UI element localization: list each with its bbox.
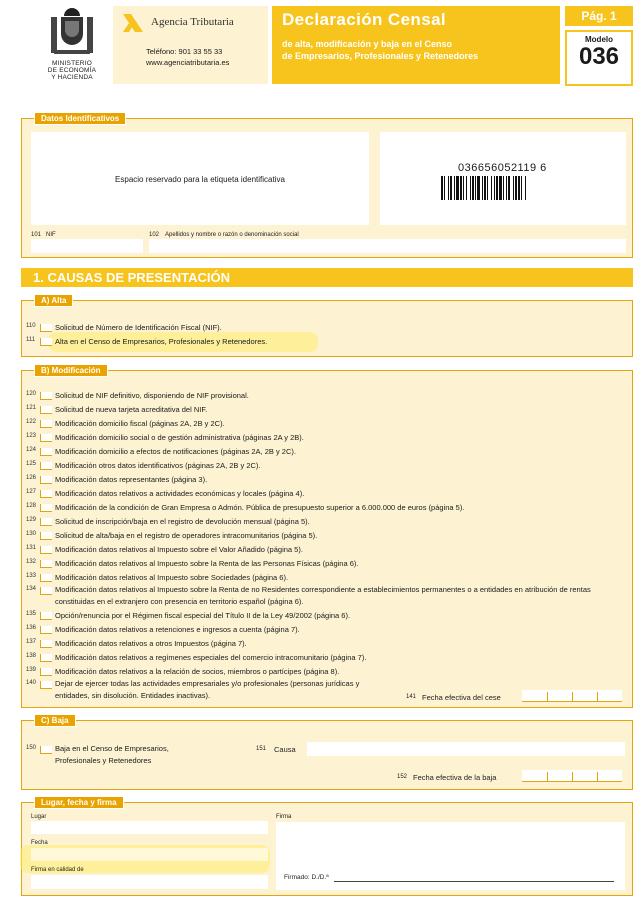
item-label: Modificación datos relativos a la relación de socios, miembros o partícipes (página 8). xyxy=(55,667,340,676)
item-number: 130 xyxy=(26,531,37,537)
nif-label: NIF xyxy=(46,232,56,238)
item-label: Modificación de la condición de Gran Empresa o Admón. Pública de presupuesto superior a 6.000.000 de euros (página 5). xyxy=(55,503,465,512)
page-number: Pág. 1 xyxy=(565,6,633,26)
form-header xyxy=(0,6,639,90)
firma-label: Firma xyxy=(276,814,292,820)
item-number: 138 xyxy=(26,653,37,659)
checkbox-110[interactable] xyxy=(40,324,52,332)
cese-date-field[interactable] xyxy=(522,690,622,702)
name-label: Apellidos y nombre o razón o denominación social xyxy=(165,232,299,238)
item-label: Solicitud de NIF definitivo, disponiendo de NIF provisional. xyxy=(55,391,249,400)
section-title-causas: 1. CAUSAS DE PRESENTACIÓN xyxy=(21,268,633,287)
firma-tag: Lugar, fecha y firma xyxy=(34,796,124,809)
item-number: 131 xyxy=(26,545,37,551)
barcode-area xyxy=(380,132,626,225)
fecha-baja-label: Fecha efectiva de la baja xyxy=(413,773,497,782)
coat-of-arms-icon xyxy=(44,8,100,60)
model-box xyxy=(565,30,633,86)
checkbox-129[interactable] xyxy=(40,518,52,526)
checkbox-134[interactable] xyxy=(40,587,52,595)
barcode-number: 036656052119 6 xyxy=(458,162,547,174)
ministry-line-2: DE ECONOMÍA xyxy=(47,67,97,74)
signature-line xyxy=(334,881,614,882)
fecha-label: Fecha xyxy=(31,840,48,846)
item-label: Solicitud de Número de Identificación Fiscal (NIF). xyxy=(55,323,222,332)
item-number: 125 xyxy=(26,461,37,467)
item-label: Modificación datos relativos a regímenes especiales del comercio intracomunitario (página 7). xyxy=(55,653,367,662)
item-label: Dejar de ejercer todas las actividades empresariales y/o profesionales (personas jurídicas y entidades, sin disolución. Entidades inactivas). xyxy=(55,679,360,700)
item-number: 127 xyxy=(26,489,37,495)
calidad-label: Firma en calidad de xyxy=(31,867,84,873)
item-number: 129 xyxy=(26,517,37,523)
item-label: Modificación datos relativos al Impuesto sobre Sociedades (página 6). xyxy=(55,573,289,582)
alta-tag: A) Alta xyxy=(34,294,73,307)
item-label: Solicitud de alta/baja en el registro de operadores intracomunitarios (página 5). xyxy=(55,531,318,540)
checkbox-127[interactable] xyxy=(40,490,52,498)
checkbox-137[interactable] xyxy=(40,640,52,648)
calidad-field[interactable] xyxy=(31,875,268,889)
item-label: Modificación domicilio fiscal (páginas 2A, 2B y 2C). xyxy=(55,419,225,428)
checkbox-132[interactable] xyxy=(40,560,52,568)
ministry-line-3: Y HACIENDA xyxy=(51,74,93,81)
item-number: 140 xyxy=(26,680,37,686)
checkbox-135[interactable] xyxy=(40,612,52,620)
item-label: Modificación datos relativos a actividades económicas y locales (página 4). xyxy=(55,489,305,498)
checkbox-128[interactable] xyxy=(40,504,52,512)
checkbox-120[interactable] xyxy=(40,392,52,400)
checkbox-130[interactable] xyxy=(40,532,52,540)
baja-date-field[interactable] xyxy=(522,770,622,782)
item-number: 121 xyxy=(26,405,37,411)
causa-label: Causa xyxy=(274,745,296,754)
baja-tag: C) Baja xyxy=(34,714,76,727)
fecha-baja-num: 152 xyxy=(397,774,408,780)
checkbox-140[interactable] xyxy=(40,681,52,689)
item-label: Opción/renuncia por el Régimen fiscal especial del Título II de la Ley 49/2002 (página 6). xyxy=(55,611,351,620)
name-num: 102 xyxy=(149,232,160,238)
model-label: Modelo xyxy=(585,35,613,44)
item-label: Solicitud de nueva tarjeta acreditativa del NIF. xyxy=(55,405,208,414)
item-number: 110 xyxy=(26,323,36,329)
checkbox-133[interactable] xyxy=(40,574,52,582)
checkbox-131[interactable] xyxy=(40,546,52,554)
item-label: Solicitud de inscripción/baja en el registro de devolución mensual (página 5). xyxy=(55,517,310,526)
item-number: 132 xyxy=(26,559,37,565)
form-title: Declaración Censal xyxy=(282,10,447,29)
item-label: Modificación domicilio a efectos de notificaciones (páginas 2A, 2B y 2C). xyxy=(55,447,296,456)
checkbox-125[interactable] xyxy=(40,462,52,470)
identification-tag: Datos Identificativos xyxy=(34,112,126,125)
item-number: 120 xyxy=(26,391,37,397)
item-label: Modificación otros datos identificativos (páginas 2A, 2B y 2C). xyxy=(55,461,261,470)
checkbox-139[interactable] xyxy=(40,668,52,676)
checkbox-121[interactable] xyxy=(40,406,52,414)
agency-name: Agencia Tributaria xyxy=(151,16,234,28)
checkbox-138[interactable] xyxy=(40,654,52,662)
item-number: 124 xyxy=(26,447,37,453)
checkbox-122[interactable] xyxy=(40,420,52,428)
lugar-label: Lugar xyxy=(31,814,47,820)
form-subtitle-1: de alta, modificación y baja en el Censo xyxy=(282,39,453,49)
item-label: Modificación datos relativos al Impuesto sobre la Renta de no Residentes correspondiente a establecimientos permanentes o a entidades en atribución de rentas constituidas en el extranjero con presencia en territorio español (página 6). xyxy=(55,585,591,606)
item-number: 122 xyxy=(26,419,37,425)
item-number: 123 xyxy=(26,433,37,439)
model-number: 036 xyxy=(578,43,620,70)
alta-section xyxy=(21,296,633,357)
agency-logo-icon xyxy=(123,14,143,32)
item-number: 133 xyxy=(26,573,37,579)
item-label: Alta en el Censo de Empresarios, Profesionales y Retenedores. xyxy=(55,337,268,346)
item-number: 137 xyxy=(26,639,37,645)
checkbox-126[interactable] xyxy=(40,476,52,484)
page-model-block xyxy=(565,6,633,90)
item-number: 139 xyxy=(26,667,37,673)
item-number: 111 xyxy=(26,337,36,343)
cese-label: Fecha efectiva del cese xyxy=(422,693,501,702)
item-number: 134 xyxy=(26,586,37,592)
agency-web[interactable]: www.agenciatributaria.es xyxy=(146,58,230,67)
item-number: 128 xyxy=(26,503,37,509)
label-area-text: Espacio reservado para la etiqueta identificativa xyxy=(115,175,285,184)
item-label: Modificación datos relativos a otros Impuestos (página 7). xyxy=(55,639,247,648)
title-block xyxy=(272,6,560,84)
causa-num: 151 xyxy=(256,746,267,752)
checkbox-123[interactable] xyxy=(40,434,52,442)
modificacion-tag: B) Modificación xyxy=(34,364,108,377)
agency-block xyxy=(113,6,268,84)
causa-field[interactable] xyxy=(307,742,625,756)
item-label: Modificación datos relativos al Impuesto sobre la Renta de las Personas Físicas (página 6). xyxy=(55,559,359,568)
modificacion-section xyxy=(21,366,633,708)
baja-section xyxy=(21,716,633,790)
item-label: Modificación datos representantes (página 3). xyxy=(55,475,208,484)
nif-field[interactable] xyxy=(31,239,143,253)
nif-num: 101 xyxy=(31,232,42,238)
ministry-line-1: MINISTERIO xyxy=(52,60,92,67)
item-number: 150 xyxy=(26,745,37,751)
fecha-field[interactable] xyxy=(31,848,268,861)
firma-section xyxy=(21,798,633,896)
cese-num: 141 xyxy=(406,694,417,700)
item-label: Baja en el Censo de Empresarios, Profesionales y Retenedores xyxy=(55,744,169,765)
identification-section xyxy=(21,114,633,258)
checkbox-136[interactable] xyxy=(40,626,52,634)
item-number: 136 xyxy=(26,625,37,631)
item-number: 126 xyxy=(26,475,37,481)
label-area[interactable] xyxy=(31,132,369,225)
lugar-field[interactable] xyxy=(31,821,268,834)
agency-phone: Teléfono: 901 33 55 33 xyxy=(146,47,223,56)
form-subtitle-2: de Empresarios, Profesionales y Retenedores xyxy=(282,51,479,61)
checkbox-111[interactable] xyxy=(40,338,52,346)
ministry-logo xyxy=(18,6,126,90)
item-label: Modificación domicilio social o de gestión administrativa (páginas 2A y 2B). xyxy=(55,433,304,442)
item-label: Modificación datos relativos al Impuesto sobre el Valor Añadido (página 5). xyxy=(55,545,303,554)
barcode-icon xyxy=(441,176,565,200)
item-number: 135 xyxy=(26,611,37,617)
item-label: Modificación datos relativos a retenciones e ingresos a cuenta (página 7). xyxy=(55,625,300,634)
checkbox-150[interactable] xyxy=(40,746,52,754)
checkbox-124[interactable] xyxy=(40,448,52,456)
name-field[interactable] xyxy=(149,239,626,253)
firmado-label: Firmado: D./D.ª xyxy=(284,874,329,881)
